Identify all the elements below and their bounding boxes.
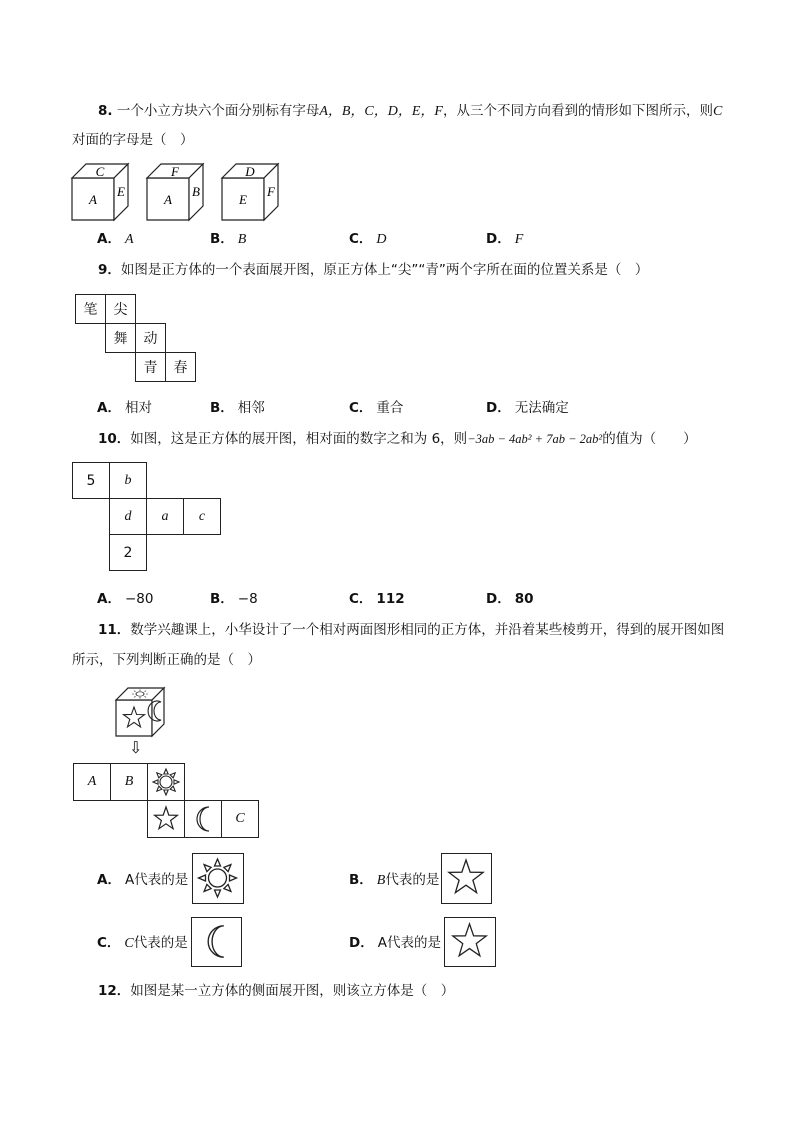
q9-net-cell-5: 青 bbox=[135, 352, 166, 382]
star-icon bbox=[151, 804, 181, 834]
q11-net-cell-star bbox=[147, 800, 185, 838]
q11-option-c-label: C． bbox=[97, 935, 121, 951]
q9-option-d[interactable] bbox=[486, 398, 569, 418]
q11-option-d-image[interactable] bbox=[444, 917, 496, 967]
q9-net-cell-4: 动 bbox=[135, 323, 166, 353]
q10-net-cell-4: a bbox=[146, 498, 184, 535]
q11-cube-figure bbox=[112, 684, 174, 740]
q10-option-a-label: A． bbox=[97, 591, 121, 607]
q8-text-pre: 一个小立方块六个面分别标有字母 bbox=[116, 103, 320, 119]
q10-net-cell-2: b bbox=[109, 462, 147, 499]
q10-option-b[interactable] bbox=[210, 589, 258, 609]
q11-number: 11． bbox=[98, 622, 131, 638]
sun-icon bbox=[193, 854, 242, 902]
q8-cube-3-front: E bbox=[239, 192, 247, 207]
q11-option-c[interactable] bbox=[97, 933, 188, 954]
q8-option-a-label: A． bbox=[97, 231, 121, 247]
q12-number: 12． bbox=[98, 983, 131, 999]
q8-cubes-figure bbox=[70, 160, 310, 222]
q8-cube-1-top: C bbox=[95, 164, 105, 179]
q10-net-cell-3: d bbox=[109, 498, 147, 535]
q11-option-b-text: 代表的是 bbox=[385, 872, 440, 888]
q8-letters: A，B，C，D，E，F bbox=[319, 104, 443, 119]
q10-text-post: 的值为（ ） bbox=[602, 431, 697, 447]
q10-option-d-value: 80 bbox=[514, 591, 534, 607]
sun-icon bbox=[151, 767, 181, 797]
q10-number: 10． bbox=[98, 431, 131, 447]
q11-option-c-letter: C bbox=[124, 936, 134, 951]
moon-icon bbox=[192, 918, 240, 965]
q9-option-d-label: D． bbox=[486, 400, 511, 416]
q9-option-d-value: 无法确定 bbox=[514, 400, 569, 416]
q11-option-a-image[interactable] bbox=[192, 853, 244, 904]
q11-option-d-label: D． bbox=[349, 935, 374, 951]
q8-option-c-value: D bbox=[376, 232, 387, 247]
q9-option-c[interactable] bbox=[349, 398, 403, 418]
q8-text-mid: ，从三个不同方向看到的情形如下图所示，则 bbox=[442, 103, 713, 119]
q9-net-cell-6: 春 bbox=[165, 352, 196, 382]
q8-option-c[interactable] bbox=[349, 229, 387, 250]
q11-down-arrow-icon: ⇩ bbox=[129, 738, 143, 757]
q11-option-b-label: B． bbox=[349, 872, 373, 888]
q11-net-cell-b: B bbox=[110, 763, 148, 801]
q11-option-c-text: 代表的是 bbox=[133, 935, 188, 951]
q8-line1 bbox=[98, 101, 722, 122]
q11-option-b-image[interactable] bbox=[441, 853, 492, 904]
q9-option-a-label: A． bbox=[97, 400, 121, 416]
q11-line2: 所示，下列判断正确的是（ ） bbox=[72, 652, 261, 668]
q11-option-d-letter: A bbox=[377, 935, 387, 951]
q8-option-d[interactable] bbox=[486, 229, 523, 250]
star-icon bbox=[442, 854, 490, 902]
q8-cube-2-right: B bbox=[192, 184, 200, 199]
q10-text-pre: 如图，这是正方体的展开图，相对面的数字之和为 6，则 bbox=[130, 431, 468, 447]
q9-line bbox=[98, 260, 648, 280]
q11-option-a-label: A． bbox=[97, 872, 121, 888]
q9-option-c-label: C． bbox=[349, 400, 373, 416]
q8-cube-2-front: A bbox=[164, 192, 172, 207]
q10-net-cell-5: c bbox=[183, 498, 221, 535]
q11-net-cell-moon bbox=[184, 800, 222, 838]
q11-option-b[interactable] bbox=[349, 870, 439, 891]
q9-text: 如图是正方体的一个表面展开图，原正方体上“尖”“青”两个字所在面的位置关系是（ ） bbox=[120, 262, 649, 278]
q10-option-c[interactable] bbox=[349, 589, 405, 609]
q10-option-a[interactable] bbox=[97, 589, 153, 609]
q11-option-b-letter: B bbox=[376, 873, 386, 888]
q8-option-b-value: B bbox=[237, 232, 247, 247]
star-icon bbox=[445, 918, 494, 965]
q9-option-b[interactable] bbox=[210, 398, 265, 418]
q10-option-a-value: −80 bbox=[124, 591, 154, 607]
q8-cube-1-front: A bbox=[89, 192, 97, 207]
q8-cube-3-top: D bbox=[245, 164, 255, 179]
q10-option-d[interactable] bbox=[486, 589, 534, 609]
q9-number: 9． bbox=[98, 262, 121, 278]
q9-option-c-value: 重合 bbox=[376, 400, 404, 416]
q8-option-d-label: D． bbox=[486, 231, 511, 247]
q8-cube-1-right: E bbox=[117, 184, 125, 199]
q11-net-cell-a: A bbox=[73, 763, 111, 801]
q10-option-c-value: 112 bbox=[376, 591, 405, 607]
q8-cube-2-top: F bbox=[171, 164, 179, 179]
q8-option-a[interactable] bbox=[97, 229, 134, 250]
q9-net-cell-3: 舞 bbox=[105, 323, 136, 353]
q10-option-d-label: D． bbox=[486, 591, 511, 607]
q8-option-b[interactable] bbox=[210, 229, 246, 250]
q12-line bbox=[98, 981, 454, 1001]
q11-text-1: 数学兴趣课上，小华设计了一个相对两面图形相同的正方体，并沿着某些棱剪开，得到的展开图如图 bbox=[130, 622, 725, 638]
q11-option-d-text: 代表的是 bbox=[386, 935, 441, 951]
q9-net-cell-2: 尖 bbox=[105, 294, 136, 324]
q8-option-a-value: A bbox=[124, 232, 134, 247]
q11-option-d[interactable] bbox=[349, 933, 441, 953]
q9-option-b-value: 相邻 bbox=[237, 400, 265, 416]
q11-option-a-letter: A bbox=[124, 872, 135, 888]
q9-option-a-value: 相对 bbox=[124, 400, 152, 416]
q12-text: 如图是某一立方体的侧面展开图，则该立方体是（ ） bbox=[130, 983, 455, 999]
q9-option-b-label: B． bbox=[210, 400, 234, 416]
q9-net-cell-1: 笔 bbox=[75, 294, 106, 324]
q11-net-cell-sun bbox=[147, 763, 185, 801]
q8-letter-c: C bbox=[712, 104, 723, 119]
q8-option-c-label: C． bbox=[349, 231, 373, 247]
q9-option-a[interactable] bbox=[97, 398, 152, 418]
q10-option-b-value: −8 bbox=[237, 591, 258, 607]
q10-net-cell-6: 2 bbox=[109, 534, 147, 571]
q10-net-cell-1: 5 bbox=[72, 462, 110, 499]
q8-number: 8. bbox=[98, 103, 113, 119]
q11-net-cell-c: C bbox=[221, 800, 259, 838]
q10-option-b-label: B． bbox=[210, 591, 234, 607]
q11-line1 bbox=[98, 620, 724, 640]
q8-cube-3-right: F bbox=[267, 184, 275, 199]
q8-option-d-value: F bbox=[514, 232, 524, 247]
moon-icon bbox=[188, 804, 218, 834]
q11-option-a-text: 代表的是 bbox=[134, 872, 189, 888]
q11-option-c-image[interactable] bbox=[191, 917, 242, 967]
q8-cube-3 bbox=[222, 164, 278, 220]
q8-cube-1 bbox=[72, 164, 128, 220]
q8-option-b-label: B． bbox=[210, 231, 234, 247]
q8-cube-2 bbox=[147, 164, 203, 220]
q11-option-a[interactable] bbox=[97, 870, 188, 890]
q10-line bbox=[98, 429, 697, 449]
q8-line2: 对面的字母是（ ） bbox=[72, 132, 194, 148]
q10-option-c-label: C． bbox=[349, 591, 373, 607]
q10-expression: −3ab − 4ab² + 7ab − 2ab² bbox=[467, 432, 603, 446]
